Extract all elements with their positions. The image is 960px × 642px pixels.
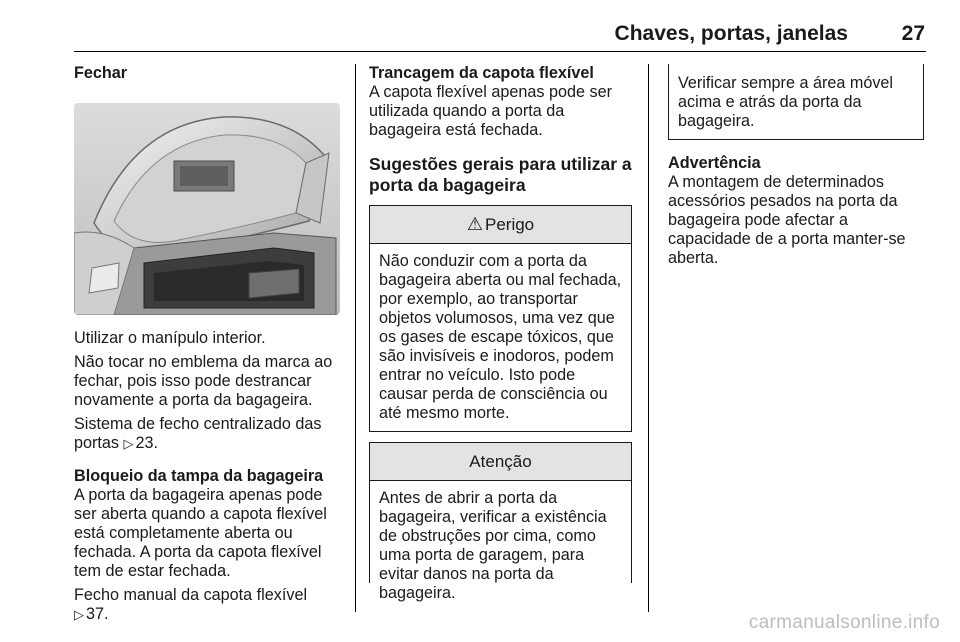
column-3	[668, 64, 926, 268]
watermark: carmanualsonline.info	[748, 612, 940, 633]
danger-box-header	[370, 206, 631, 244]
danger-title: Perigo	[485, 215, 535, 234]
trunk-lid-image	[74, 103, 340, 315]
danger-box-body: Não conduzir com a porta da bagageira aberta ou mal fechada, por exemplo, ao transportar objetos volumosos, uma vez que os gases de escape tóxicos, que são invisíveis e inodoros, podem entrar no veículo. Isto pode causar perda de consciência ou até mesmo morte.	[379, 252, 622, 422]
heading-general-tips: Sugestões gerais para utilizar a porta da bagageira	[369, 154, 632, 195]
manual-softtop-ref[interactable]: 37.	[86, 605, 109, 623]
caution-box-header: Atenção	[370, 443, 631, 481]
paragraph-central-locking	[74, 415, 342, 453]
column-1	[74, 64, 342, 624]
paragraph-softtop-lock: A capota flexível apenas pode ser utilizada quando a porta da bagageira está fechada.	[369, 83, 612, 139]
paragraph-warning: A montagem de determinados acessórios pesados na porta da bagageira pode afectar a capacidade de a porta manter-se aberta.	[668, 173, 906, 267]
paragraph-emblem: Não tocar no emblema da marca ao fechar, pois isso pode destrancar novamente a porta da bagageira.	[74, 353, 333, 409]
warning-triangle-icon: ⚠	[466, 214, 483, 234]
central-locking-ref[interactable]: 23.	[135, 434, 159, 452]
paragraph-manual-softtop	[74, 586, 342, 624]
caution-box	[369, 442, 632, 602]
xref-triangle-icon: ▷	[74, 607, 84, 622]
page-header-title: Chaves, portas, janelas	[614, 22, 848, 45]
trunk-lid-illustration	[74, 103, 340, 315]
column-divider	[648, 64, 649, 612]
heading-warning: Advertência	[668, 154, 761, 172]
page-number: 27	[901, 22, 925, 45]
caution-box-continued	[668, 64, 924, 140]
heading-softtop-lock: Trancagem da capota flexível	[369, 64, 594, 82]
paragraph-handle: Utilizar o manípulo interior.	[74, 329, 266, 347]
heading-close: Fechar	[74, 64, 128, 82]
caution-box-continued-body: Verificar sempre a área móvel acima e atrás da porta da bagageira.	[678, 74, 894, 130]
paragraph-tailgate-lock: A porta da bagageira apenas pode ser aberta quando a capota flexível está completamente aberta ou fechada. A porta da capota flexível tem de estar fechada.	[74, 486, 327, 580]
danger-box	[369, 205, 632, 432]
header-rule	[74, 51, 926, 52]
heading-tailgate-lock: Bloqueio da tampa da bagageira	[74, 467, 324, 485]
xref-triangle-icon: ▷	[123, 436, 134, 451]
manual-softtop-text: Fecho manual da capota flexível	[74, 586, 308, 604]
caution-box-body: Antes de abrir a porta da bagageira, verificar a existência de obstruções por cima, como uma porta de garagem, para evitar danos na porta da bagageira.	[379, 489, 607, 602]
column-divider	[355, 64, 356, 612]
column-2	[369, 64, 632, 602]
central-locking-text: Sistema de fecho centralizado das portas	[74, 415, 322, 452]
